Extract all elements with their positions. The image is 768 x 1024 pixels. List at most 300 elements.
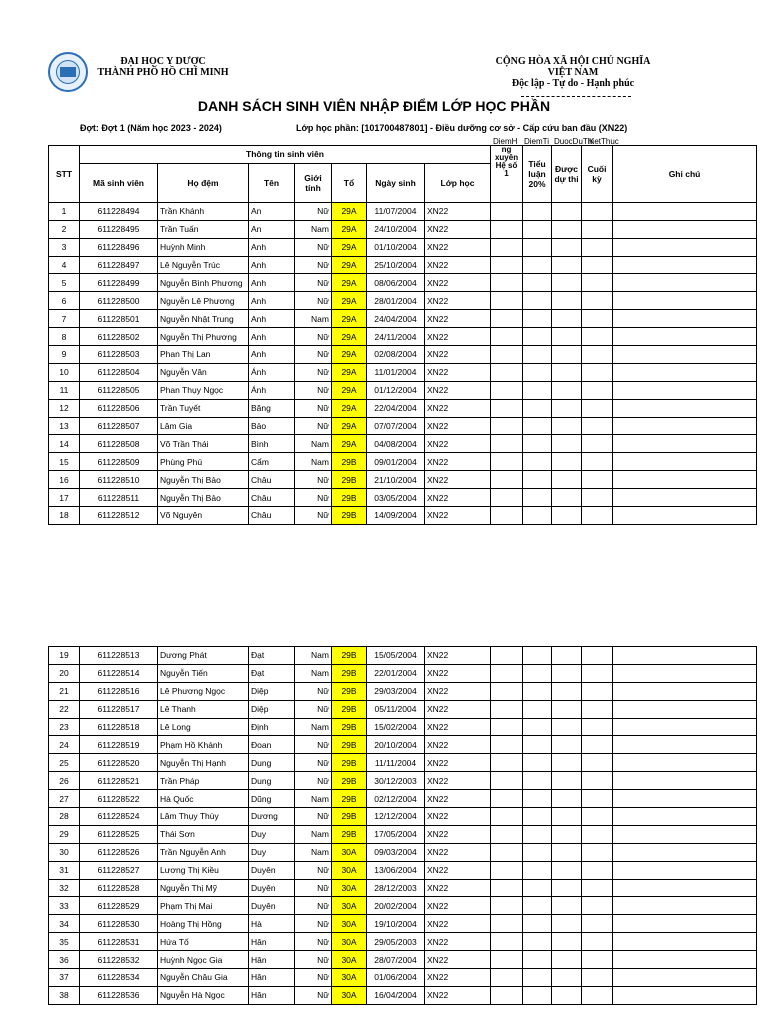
cell-duoc-du-thi[interactable] bbox=[552, 453, 582, 471]
cell-ho-dem: Lâm Gia bbox=[158, 417, 249, 435]
cell-gioi-tinh: Nữ bbox=[295, 256, 332, 274]
cell-gioi-tinh: Nữ bbox=[295, 861, 332, 879]
cell-gioi-tinh: Nữ bbox=[295, 700, 332, 718]
cell-stt: 15 bbox=[49, 453, 80, 471]
table-row bbox=[49, 256, 757, 274]
cell-cuoi-ky[interactable] bbox=[582, 790, 613, 808]
cell-ho-dem: Nguyễn Tiến bbox=[158, 664, 249, 682]
cell-cuoi-ky[interactable] bbox=[582, 507, 613, 525]
cell-thuong-xuyen[interactable] bbox=[491, 736, 523, 754]
cell-cuoi-ky[interactable] bbox=[582, 471, 613, 489]
cell-stt: 4 bbox=[49, 256, 80, 274]
cell-lop-hoc: XN22 bbox=[425, 274, 491, 292]
cell-thuong-xuyen[interactable] bbox=[491, 399, 523, 417]
cell-tieu-luan[interactable] bbox=[523, 861, 552, 879]
cell-ho-dem: Thái Sơn bbox=[158, 825, 249, 843]
cell-duoc-du-thi[interactable] bbox=[552, 790, 582, 808]
cell-thuong-xuyen[interactable] bbox=[491, 310, 523, 328]
cell-gioi-tinh: Nam bbox=[295, 310, 332, 328]
table-row bbox=[49, 754, 757, 772]
cell-tieu-luan[interactable] bbox=[523, 292, 552, 310]
cell-duoc-du-thi[interactable] bbox=[552, 825, 582, 843]
cell-ho-dem: Phan Thị Lan bbox=[158, 346, 249, 364]
cell-cuoi-ky[interactable] bbox=[582, 808, 613, 826]
cell-ghi-chu[interactable] bbox=[613, 861, 757, 879]
cell-duoc-du-thi[interactable] bbox=[552, 328, 582, 346]
cell-thuong-xuyen[interactable] bbox=[491, 986, 523, 1004]
cell-duoc-du-thi[interactable] bbox=[552, 647, 582, 665]
cell-cuoi-ky[interactable] bbox=[582, 220, 613, 238]
cell-lop-hoc: XN22 bbox=[425, 202, 491, 220]
cell-duoc-du-thi[interactable] bbox=[552, 435, 582, 453]
table-row bbox=[49, 700, 757, 718]
cell-thuong-xuyen[interactable] bbox=[491, 664, 523, 682]
cell-duoc-du-thi[interactable] bbox=[552, 754, 582, 772]
motto-underline bbox=[521, 96, 631, 97]
cell-duoc-du-thi[interactable] bbox=[552, 682, 582, 700]
cell-ghi-chu[interactable] bbox=[613, 682, 757, 700]
cell-ghi-chu[interactable] bbox=[613, 790, 757, 808]
cell-duoc-du-thi[interactable] bbox=[552, 664, 582, 682]
cell-duoc-du-thi[interactable] bbox=[552, 220, 582, 238]
cell-thuong-xuyen[interactable] bbox=[491, 933, 523, 951]
cell-tieu-luan[interactable] bbox=[523, 507, 552, 525]
cell-stt: 26 bbox=[49, 772, 80, 790]
header-cuoi-ky: Cuối kỳ bbox=[582, 146, 613, 203]
cell-msv: 611228525 bbox=[80, 825, 158, 843]
cell-stt: 31 bbox=[49, 861, 80, 879]
cell-lop-hoc: XN22 bbox=[425, 507, 491, 525]
cell-msv: 611228496 bbox=[80, 238, 158, 256]
cell-ghi-chu[interactable] bbox=[613, 274, 757, 292]
cell-thuong-xuyen[interactable] bbox=[491, 772, 523, 790]
cell-ten: Anh bbox=[249, 310, 295, 328]
cell-cuoi-ky[interactable] bbox=[582, 754, 613, 772]
cell-to: 30A bbox=[332, 986, 367, 1004]
cell-tieu-luan[interactable] bbox=[523, 664, 552, 682]
cell-duoc-du-thi[interactable] bbox=[552, 718, 582, 736]
cell-duoc-du-thi[interactable] bbox=[552, 238, 582, 256]
cell-cuoi-ky[interactable] bbox=[582, 346, 613, 364]
cell-ngay-sinh: 01/06/2004 bbox=[367, 969, 425, 987]
cell-lop-hoc: XN22 bbox=[425, 808, 491, 826]
cell-ghi-chu[interactable] bbox=[613, 435, 757, 453]
cell-tieu-luan[interactable] bbox=[523, 951, 552, 969]
cell-cuoi-ky[interactable] bbox=[582, 986, 613, 1004]
table-row bbox=[49, 772, 757, 790]
cell-cuoi-ky[interactable] bbox=[582, 718, 613, 736]
cell-thuong-xuyen[interactable] bbox=[491, 507, 523, 525]
cell-duoc-du-thi[interactable] bbox=[552, 310, 582, 328]
cell-thuong-xuyen[interactable] bbox=[491, 435, 523, 453]
cell-msv: 611228517 bbox=[80, 700, 158, 718]
cell-ghi-chu[interactable] bbox=[613, 879, 757, 897]
cell-thuong-xuyen[interactable] bbox=[491, 417, 523, 435]
cell-ten: Dung bbox=[249, 772, 295, 790]
table-row bbox=[49, 328, 757, 346]
cell-msv: 611228502 bbox=[80, 328, 158, 346]
cell-thuong-xuyen[interactable] bbox=[491, 471, 523, 489]
cell-tieu-luan[interactable] bbox=[523, 471, 552, 489]
cell-ho-dem: Lê Long bbox=[158, 718, 249, 736]
cell-cuoi-ky[interactable] bbox=[582, 435, 613, 453]
cell-duoc-du-thi[interactable] bbox=[552, 381, 582, 399]
table-row bbox=[49, 471, 757, 489]
cell-ghi-chu[interactable] bbox=[613, 202, 757, 220]
cell-stt: 9 bbox=[49, 346, 80, 364]
cell-msv: 611228521 bbox=[80, 772, 158, 790]
cell-cuoi-ky[interactable] bbox=[582, 292, 613, 310]
cell-msv: 611228509 bbox=[80, 453, 158, 471]
cell-thuong-xuyen[interactable] bbox=[491, 790, 523, 808]
cell-ghi-chu[interactable] bbox=[613, 489, 757, 507]
cell-thuong-xuyen[interactable] bbox=[491, 754, 523, 772]
cell-ngay-sinh: 28/01/2004 bbox=[367, 292, 425, 310]
cell-cuoi-ky[interactable] bbox=[582, 399, 613, 417]
cell-gioi-tinh: Nữ bbox=[295, 682, 332, 700]
cell-ho-dem: Trần Tuấn bbox=[158, 220, 249, 238]
cell-thuong-xuyen[interactable] bbox=[491, 700, 523, 718]
cell-msv: 611228503 bbox=[80, 346, 158, 364]
cell-thuong-xuyen[interactable] bbox=[491, 897, 523, 915]
header-gioi-tinh: Giới tính bbox=[295, 163, 332, 202]
cell-ghi-chu[interactable] bbox=[613, 915, 757, 933]
university-logo bbox=[48, 52, 88, 92]
cell-ghi-chu[interactable] bbox=[613, 310, 757, 328]
cell-tieu-luan[interactable] bbox=[523, 435, 552, 453]
cell-ghi-chu[interactable] bbox=[613, 363, 757, 381]
cell-tieu-luan[interactable] bbox=[523, 825, 552, 843]
cell-duoc-du-thi[interactable] bbox=[552, 843, 582, 861]
cell-to: 29A bbox=[332, 435, 367, 453]
cell-cuoi-ky[interactable] bbox=[582, 328, 613, 346]
cell-msv: 611228518 bbox=[80, 718, 158, 736]
cell-cuoi-ky[interactable] bbox=[582, 310, 613, 328]
cell-tieu-luan[interactable] bbox=[523, 736, 552, 754]
table-body-page-2 bbox=[49, 647, 757, 1005]
cell-ngay-sinh: 28/07/2004 bbox=[367, 951, 425, 969]
cell-cuoi-ky[interactable] bbox=[582, 736, 613, 754]
cell-gioi-tinh: Nữ bbox=[295, 772, 332, 790]
cell-tieu-luan[interactable] bbox=[523, 933, 552, 951]
cell-ten: Anh bbox=[249, 328, 295, 346]
cell-tieu-luan[interactable] bbox=[523, 238, 552, 256]
cell-ghi-chu[interactable] bbox=[613, 951, 757, 969]
cell-ghi-chu[interactable] bbox=[613, 381, 757, 399]
cell-duoc-du-thi[interactable] bbox=[552, 986, 582, 1004]
cell-cuoi-ky[interactable] bbox=[582, 489, 613, 507]
cell-thuong-xuyen[interactable] bbox=[491, 346, 523, 364]
cell-tieu-luan[interactable] bbox=[523, 682, 552, 700]
cell-cuoi-ky[interactable] bbox=[582, 700, 613, 718]
cell-duoc-du-thi[interactable] bbox=[552, 346, 582, 364]
cell-ghi-chu[interactable] bbox=[613, 986, 757, 1004]
cell-ngay-sinh: 22/04/2004 bbox=[367, 399, 425, 417]
cell-ten: Anh bbox=[249, 346, 295, 364]
cell-lop-hoc: XN22 bbox=[425, 754, 491, 772]
cell-tieu-luan[interactable] bbox=[523, 915, 552, 933]
cell-gioi-tinh: Nam bbox=[295, 664, 332, 682]
cell-duoc-du-thi[interactable] bbox=[552, 951, 582, 969]
cell-tieu-luan[interactable] bbox=[523, 256, 552, 274]
cell-thuong-xuyen[interactable] bbox=[491, 718, 523, 736]
cell-thuong-xuyen[interactable] bbox=[491, 453, 523, 471]
cell-thuong-xuyen[interactable] bbox=[491, 808, 523, 826]
cell-cuoi-ky[interactable] bbox=[582, 861, 613, 879]
cell-thuong-xuyen[interactable] bbox=[491, 647, 523, 665]
cell-ghi-chu[interactable] bbox=[613, 825, 757, 843]
cell-stt: 17 bbox=[49, 489, 80, 507]
cell-tieu-luan[interactable] bbox=[523, 718, 552, 736]
cell-thuong-xuyen[interactable] bbox=[491, 328, 523, 346]
cell-tieu-luan[interactable] bbox=[523, 754, 552, 772]
cell-duoc-du-thi[interactable] bbox=[552, 363, 582, 381]
cell-lop-hoc: XN22 bbox=[425, 700, 491, 718]
cell-to: 29A bbox=[332, 274, 367, 292]
cell-cuoi-ky[interactable] bbox=[582, 238, 613, 256]
cell-duoc-du-thi[interactable] bbox=[552, 879, 582, 897]
cell-cuoi-ky[interactable] bbox=[582, 915, 613, 933]
cell-ghi-chu[interactable] bbox=[613, 238, 757, 256]
cell-to: 29A bbox=[332, 202, 367, 220]
cell-tieu-luan[interactable] bbox=[523, 879, 552, 897]
cell-ghi-chu[interactable] bbox=[613, 897, 757, 915]
cell-duoc-du-thi[interactable] bbox=[552, 808, 582, 826]
cell-ngay-sinh: 15/05/2004 bbox=[367, 647, 425, 665]
cell-thuong-xuyen[interactable] bbox=[491, 825, 523, 843]
cell-to: 30A bbox=[332, 861, 367, 879]
cell-cuoi-ky[interactable] bbox=[582, 879, 613, 897]
cell-cuoi-ky[interactable] bbox=[582, 825, 613, 843]
table-row bbox=[49, 951, 757, 969]
cell-duoc-du-thi[interactable] bbox=[552, 736, 582, 754]
cell-tieu-luan[interactable] bbox=[523, 647, 552, 665]
cell-cuoi-ky[interactable] bbox=[582, 417, 613, 435]
cell-duoc-du-thi[interactable] bbox=[552, 861, 582, 879]
cell-stt: 16 bbox=[49, 471, 80, 489]
cell-gioi-tinh: Nữ bbox=[295, 471, 332, 489]
cell-duoc-du-thi[interactable] bbox=[552, 256, 582, 274]
cell-ho-dem: Phạm Thị Mai bbox=[158, 897, 249, 915]
table-row bbox=[49, 664, 757, 682]
cell-gioi-tinh: Nữ bbox=[295, 202, 332, 220]
cell-ten: Bình bbox=[249, 435, 295, 453]
cell-duoc-du-thi[interactable] bbox=[552, 399, 582, 417]
cell-tieu-luan[interactable] bbox=[523, 346, 552, 364]
cell-ghi-chu[interactable] bbox=[613, 346, 757, 364]
cell-thuong-xuyen[interactable] bbox=[491, 256, 523, 274]
cell-duoc-du-thi[interactable] bbox=[552, 700, 582, 718]
cell-tieu-luan[interactable] bbox=[523, 986, 552, 1004]
cell-stt: 27 bbox=[49, 790, 80, 808]
cell-ngay-sinh: 01/12/2004 bbox=[367, 381, 425, 399]
cell-ngay-sinh: 02/12/2004 bbox=[367, 790, 425, 808]
cell-ghi-chu[interactable] bbox=[613, 772, 757, 790]
table-row bbox=[49, 808, 757, 826]
cell-cuoi-ky[interactable] bbox=[582, 664, 613, 682]
cell-ngay-sinh: 28/12/2003 bbox=[367, 879, 425, 897]
cell-duoc-du-thi[interactable] bbox=[552, 933, 582, 951]
cell-to: 30A bbox=[332, 915, 367, 933]
cell-tieu-luan[interactable] bbox=[523, 808, 552, 826]
cell-ghi-chu[interactable] bbox=[613, 700, 757, 718]
cell-cuoi-ky[interactable] bbox=[582, 951, 613, 969]
cell-gioi-tinh: Nữ bbox=[295, 736, 332, 754]
cell-lop-hoc: XN22 bbox=[425, 843, 491, 861]
cell-cuoi-ky[interactable] bbox=[582, 772, 613, 790]
cell-tieu-luan[interactable] bbox=[523, 969, 552, 987]
cell-ghi-chu[interactable] bbox=[613, 417, 757, 435]
cell-cuoi-ky[interactable] bbox=[582, 274, 613, 292]
table-row bbox=[49, 825, 757, 843]
cell-duoc-du-thi[interactable] bbox=[552, 292, 582, 310]
cell-ten: Anh bbox=[249, 238, 295, 256]
cell-ngay-sinh: 30/12/2003 bbox=[367, 772, 425, 790]
cell-ngay-sinh: 19/10/2004 bbox=[367, 915, 425, 933]
cell-tieu-luan[interactable] bbox=[523, 220, 552, 238]
cell-stt: 28 bbox=[49, 808, 80, 826]
cell-ten: Hân bbox=[249, 969, 295, 987]
cell-thuong-xuyen[interactable] bbox=[491, 969, 523, 987]
cell-cuoi-ky[interactable] bbox=[582, 381, 613, 399]
cell-ten: Băng bbox=[249, 399, 295, 417]
cell-thuong-xuyen[interactable] bbox=[491, 843, 523, 861]
cell-duoc-du-thi[interactable] bbox=[552, 202, 582, 220]
cell-gioi-tinh: Nữ bbox=[295, 381, 332, 399]
cell-tieu-luan[interactable] bbox=[523, 274, 552, 292]
cell-duoc-du-thi[interactable] bbox=[552, 489, 582, 507]
cell-tieu-luan[interactable] bbox=[523, 399, 552, 417]
header-ho-dem: Họ đệm bbox=[158, 163, 249, 202]
cell-to: 29B bbox=[332, 700, 367, 718]
cell-ghi-chu[interactable] bbox=[613, 256, 757, 274]
cell-thuong-xuyen[interactable] bbox=[491, 915, 523, 933]
cell-stt: 35 bbox=[49, 933, 80, 951]
cell-ghi-chu[interactable] bbox=[613, 328, 757, 346]
cell-tieu-luan[interactable] bbox=[523, 843, 552, 861]
cell-ghi-chu[interactable] bbox=[613, 220, 757, 238]
cell-tieu-luan[interactable] bbox=[523, 700, 552, 718]
cell-tieu-luan[interactable] bbox=[523, 772, 552, 790]
cell-cuoi-ky[interactable] bbox=[582, 843, 613, 861]
cell-tieu-luan[interactable] bbox=[523, 381, 552, 399]
cell-ghi-chu[interactable] bbox=[613, 453, 757, 471]
cell-tieu-luan[interactable] bbox=[523, 453, 552, 471]
cell-ghi-chu[interactable] bbox=[613, 471, 757, 489]
cell-ho-dem: Lương Thị Kiều bbox=[158, 861, 249, 879]
cell-ghi-chu[interactable] bbox=[613, 718, 757, 736]
cell-ghi-chu[interactable] bbox=[613, 292, 757, 310]
cell-cuoi-ky[interactable] bbox=[582, 647, 613, 665]
cell-ngay-sinh: 24/11/2004 bbox=[367, 328, 425, 346]
cell-ghi-chu[interactable] bbox=[613, 664, 757, 682]
cell-duoc-du-thi[interactable] bbox=[552, 897, 582, 915]
cell-ho-dem: Trần Tuyết bbox=[158, 399, 249, 417]
cell-thuong-xuyen[interactable] bbox=[491, 861, 523, 879]
university-line-2: THÀNH PHỐ HỒ CHÍ MINH bbox=[97, 67, 229, 78]
cell-thuong-xuyen[interactable] bbox=[491, 381, 523, 399]
cell-gioi-tinh: Nữ bbox=[295, 808, 332, 826]
cell-thuong-xuyen[interactable] bbox=[491, 951, 523, 969]
cell-tieu-luan[interactable] bbox=[523, 363, 552, 381]
cell-duoc-du-thi[interactable] bbox=[552, 969, 582, 987]
cell-thuong-xuyen[interactable] bbox=[491, 202, 523, 220]
table-row bbox=[49, 202, 757, 220]
cell-tieu-luan[interactable] bbox=[523, 310, 552, 328]
cell-ghi-chu[interactable] bbox=[613, 808, 757, 826]
cell-cuoi-ky[interactable] bbox=[582, 682, 613, 700]
cell-duoc-du-thi[interactable] bbox=[552, 915, 582, 933]
cell-to: 29A bbox=[332, 220, 367, 238]
cell-ngay-sinh: 11/07/2004 bbox=[367, 202, 425, 220]
cell-tieu-luan[interactable] bbox=[523, 790, 552, 808]
cell-cuoi-ky[interactable] bbox=[582, 453, 613, 471]
cell-cuoi-ky[interactable] bbox=[582, 363, 613, 381]
cell-cuoi-ky[interactable] bbox=[582, 933, 613, 951]
cell-ghi-chu[interactable] bbox=[613, 754, 757, 772]
cell-ngay-sinh: 20/10/2004 bbox=[367, 736, 425, 754]
cell-duoc-du-thi[interactable] bbox=[552, 772, 582, 790]
cell-gioi-tinh: Nữ bbox=[295, 969, 332, 987]
cell-cuoi-ky[interactable] bbox=[582, 202, 613, 220]
cell-tieu-luan[interactable] bbox=[523, 328, 552, 346]
cell-tieu-luan[interactable] bbox=[523, 202, 552, 220]
cell-to: 30A bbox=[332, 969, 367, 987]
table-row bbox=[49, 346, 757, 364]
cell-tieu-luan[interactable] bbox=[523, 489, 552, 507]
cell-thuong-xuyen[interactable] bbox=[491, 238, 523, 256]
cell-ghi-chu[interactable] bbox=[613, 969, 757, 987]
cell-to: 29A bbox=[332, 328, 367, 346]
cell-ho-dem: Lê Phương Ngọc bbox=[158, 682, 249, 700]
cell-ghi-chu[interactable] bbox=[613, 843, 757, 861]
cell-cuoi-ky[interactable] bbox=[582, 969, 613, 987]
cell-thuong-xuyen[interactable] bbox=[491, 274, 523, 292]
motto: Độc lập - Tự do - Hạnh phúc bbox=[511, 78, 635, 89]
cell-ghi-chu[interactable] bbox=[613, 507, 757, 525]
cell-ghi-chu[interactable] bbox=[613, 933, 757, 951]
cell-thuong-xuyen[interactable] bbox=[491, 879, 523, 897]
cell-msv: 611228494 bbox=[80, 202, 158, 220]
code-ketthuc: KetThuc bbox=[589, 137, 619, 146]
cell-thuong-xuyen[interactable] bbox=[491, 682, 523, 700]
cell-ghi-chu[interactable] bbox=[613, 736, 757, 754]
cell-msv: 611228534 bbox=[80, 969, 158, 987]
cell-thuong-xuyen[interactable] bbox=[491, 292, 523, 310]
cell-thuong-xuyen[interactable] bbox=[491, 220, 523, 238]
cell-ten: Cẩm bbox=[249, 453, 295, 471]
cell-lop-hoc: XN22 bbox=[425, 238, 491, 256]
cell-tieu-luan[interactable] bbox=[523, 417, 552, 435]
cell-cuoi-ky[interactable] bbox=[582, 897, 613, 915]
cell-to: 29B bbox=[332, 664, 367, 682]
cell-ghi-chu[interactable] bbox=[613, 399, 757, 417]
cell-cuoi-ky[interactable] bbox=[582, 256, 613, 274]
cell-stt: 11 bbox=[49, 381, 80, 399]
cell-tieu-luan[interactable] bbox=[523, 897, 552, 915]
cell-thuong-xuyen[interactable] bbox=[491, 363, 523, 381]
cell-ho-dem: Nguyễn Châu Gia bbox=[158, 969, 249, 987]
cell-duoc-du-thi[interactable] bbox=[552, 274, 582, 292]
cell-thuong-xuyen[interactable] bbox=[491, 489, 523, 507]
cell-duoc-du-thi[interactable] bbox=[552, 507, 582, 525]
cell-duoc-du-thi[interactable] bbox=[552, 471, 582, 489]
cell-ngay-sinh: 13/06/2004 bbox=[367, 861, 425, 879]
cell-ghi-chu[interactable] bbox=[613, 647, 757, 665]
cell-duoc-du-thi[interactable] bbox=[552, 417, 582, 435]
cell-to: 29B bbox=[332, 772, 367, 790]
cell-ho-dem: Lâm Thụy Thùy bbox=[158, 808, 249, 826]
